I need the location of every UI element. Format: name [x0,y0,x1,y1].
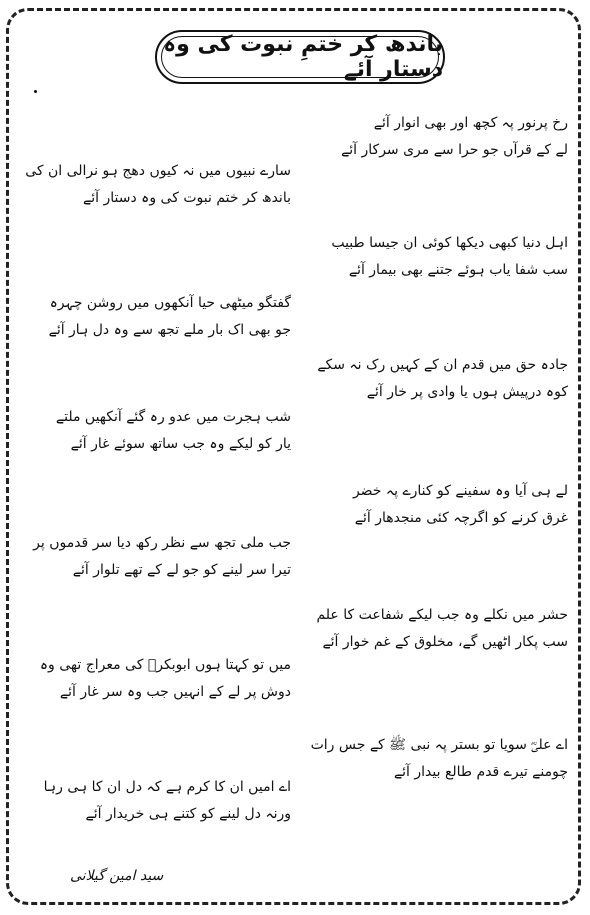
verse-line: دوش پر لے کے انہیں جب وہ سر غار آئے [59,684,291,700]
left-stanza-2 [16,290,291,344]
verse-line: جادہ حق میں قدم ان کے کہیں رک نہ سکے [317,357,568,373]
verse-line: لے ہی آیا وہ سفینے کو کنارے پہ خضر [352,483,568,499]
left-stanza-4 [16,530,291,584]
verse-line: ورنہ دل لینے کو کتنے ہی خریدار آئے [85,806,291,822]
verse-line: میں تو کہتا ہوں ابوبکرؓ کی معراج تھی وہ [39,657,291,673]
verse-line: باندھ کر ختم نبوت کی وہ دستار آئے [83,190,291,206]
poem-title: باندھ کر ختمِ نبوت کی وہ دستار آئے [163,32,443,82]
left-stanza-5 [16,652,291,706]
verse-line: جو بھی اک بار ملے تجھ سے وہ دل ہار آئے [48,322,291,338]
verse-line: تیرا سر لینے کو جو لے کے تھے تلوار آئے [72,562,291,578]
right-stanza-1 [298,110,568,164]
right-stanza-5 [298,602,568,656]
verse-line: اہل دنیا کبھی دیکھا کوئی ان جیسا طبیب [331,235,568,251]
verse-line: غرق کرنے کو اگرچہ کئی منجدھار آئے [354,510,568,526]
verse-line: شب ہجرت میں عدو رہ گئے آنکھیں ملتے [55,409,291,425]
right-stanza-2 [298,230,568,284]
verse-line: یار کو لیکے وہ جب ساتھ سوئے غار آئے [70,436,291,452]
verse-line: سب شفا یاب ہوئے جتنے بھی بیمار آئے [348,262,568,278]
left-stanza-3 [16,404,291,458]
verse-line: اے علیؓ سویا تو بستر پہ نبی ﷺ کے جس رات [310,737,568,753]
verse-line: سارے نبیوں میں نہ کیوں دھج ہو نرالی ان کی [25,163,291,179]
right-stanza-3 [298,352,568,406]
left-stanza-6 [16,774,291,828]
decorative-dot [34,90,37,93]
title-cartouche [155,30,445,84]
right-stanza-4 [298,478,568,532]
poet-signature: سید امین گیلانی [70,868,164,884]
verse-line: سب پکار اٹھیں گے، مخلوق کے غم خوار آئے [322,634,568,650]
verse-line: لے کے قرآں جو حرا سے مری سرکار آئے [341,142,568,158]
verse-line: اے امیں ان کا کرم ہے کہ دل ان کا ہی رہا [43,779,291,795]
verse-line: چومنے تیرے قدم طالع بیدار آئے [393,764,568,780]
verse-line: رخ پرنور پہ کچھ اور بھی انوار آئے [373,115,568,131]
left-stanza-1 [16,158,291,212]
right-stanza-6 [298,732,568,786]
verse-line: کوہ درپیش ہوں یا وادی پر خار آئے [366,384,568,400]
verse-line: جب ملی تجھ سے نظر رکھ دیا سر قدموں پر [33,535,291,551]
verse-line: حشر میں نکلے وہ جب لیکے شفاعت کا علم [316,607,568,623]
verse-line: گفتگو میٹھی حیا آنکھوں میں روشن چہرہ [49,295,291,311]
